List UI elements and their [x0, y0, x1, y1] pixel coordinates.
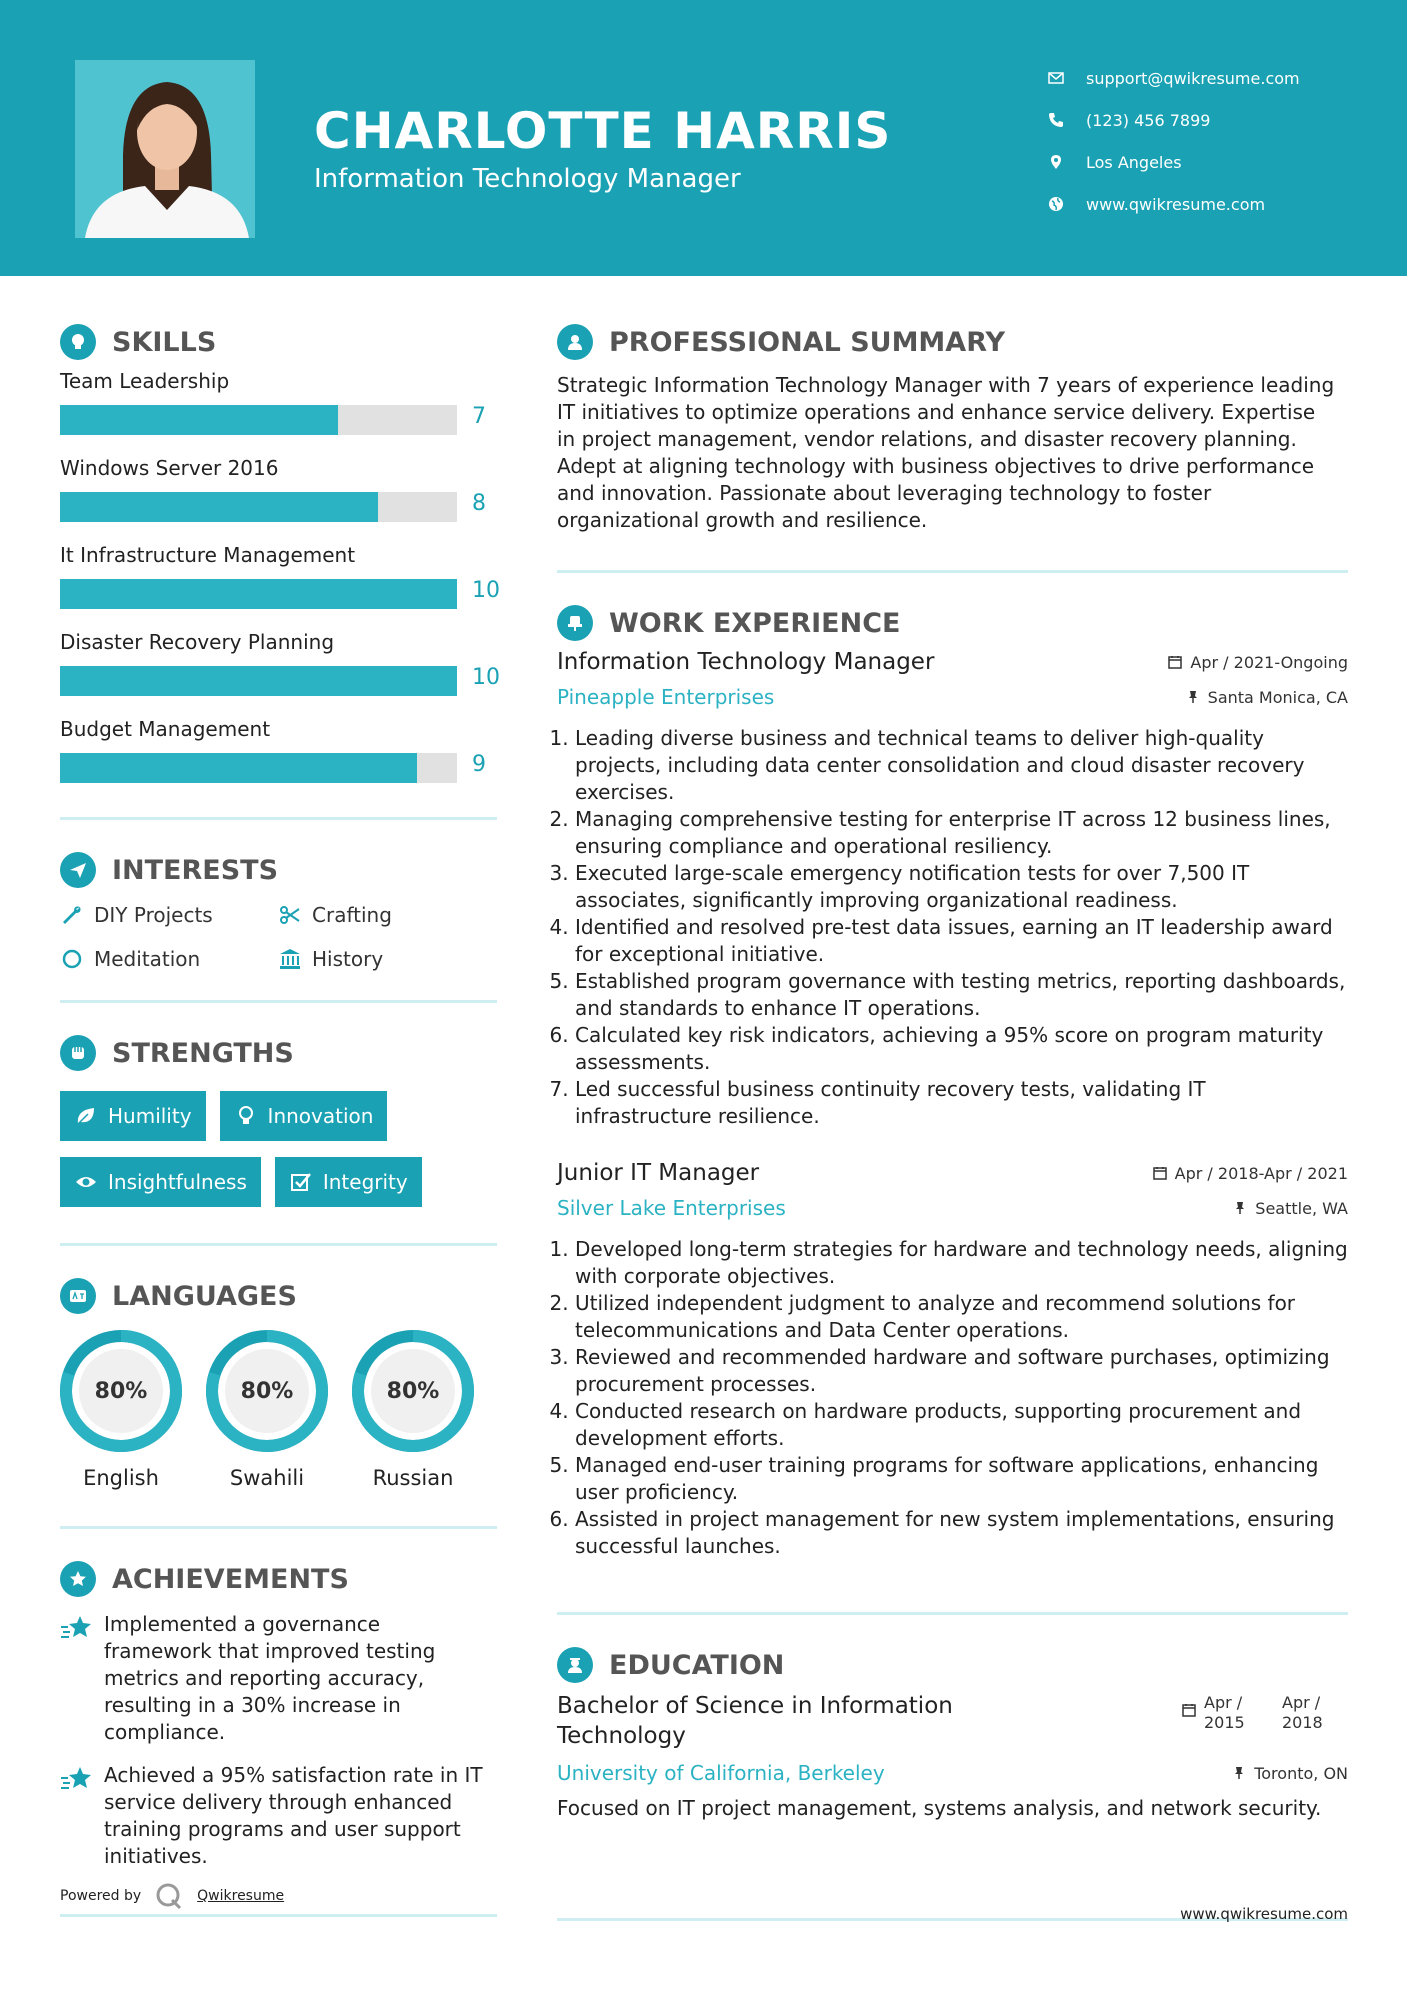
language-icon [60, 1278, 96, 1314]
interest-item [60, 944, 278, 974]
phone-icon [1048, 112, 1064, 128]
job-duties [557, 725, 1348, 1130]
candidate-role: Information Technology Manager [314, 164, 741, 194]
work-heading [557, 601, 1348, 645]
strength-label: Innovation [267, 1104, 374, 1128]
duty-item: 6. Calculated key risk indicators, achieving a 95% score on program maturity assessments. [575, 1022, 1348, 1076]
skill-value: 9 [472, 752, 486, 777]
shooting-star-icon [60, 1613, 94, 1643]
summary-title: PROFESSIONAL SUMMARY [609, 326, 1006, 358]
skill-value: 7 [472, 404, 486, 429]
job-date-text: Apr / 2021-Ongoing [1190, 652, 1348, 672]
eye-icon [74, 1170, 98, 1194]
contact-website-text: www.qwikresume.com [1086, 194, 1266, 214]
section-divider [557, 570, 1348, 573]
powered-brand-link[interactable]: Qwikresume [197, 1888, 285, 1904]
email-icon [1048, 70, 1064, 86]
strength-label: Integrity [322, 1170, 408, 1194]
paper-plane-icon [60, 852, 96, 888]
contact-email-text: support@qwikresume.com [1086, 68, 1300, 88]
interest-item [278, 900, 478, 930]
skill-bar-track [60, 666, 457, 696]
scissors-icon [278, 903, 302, 927]
strength-label: Humility [108, 1104, 192, 1128]
skill-bar-fill [60, 405, 338, 435]
header-banner [0, 0, 1407, 276]
job-company: Pineapple Enterprises [557, 685, 775, 709]
duty-item: 2. Utilized independent judgment to analyze and recommend solutions for telecommunications and Data Center operations. [575, 1290, 1348, 1344]
job-entry [557, 1160, 1348, 1560]
languages-list [60, 1330, 497, 1490]
school-name: University of California, Berkeley [557, 1761, 885, 1785]
skill-value: 10 [472, 665, 500, 690]
contact-website[interactable] [1048, 183, 1300, 225]
left-column [60, 320, 500, 1917]
language-gauge [206, 1330, 328, 1452]
section-divider [60, 1000, 497, 1003]
skill-item [60, 366, 497, 453]
education-title: EDUCATION [609, 1649, 785, 1681]
language-percent: 80% [386, 1379, 440, 1404]
strength-tag [60, 1091, 206, 1141]
language-gauge [60, 1330, 182, 1452]
graduate-icon [557, 1647, 593, 1683]
education-location [1232, 1764, 1348, 1783]
wrench-icon [60, 903, 84, 927]
skill-value: 8 [472, 491, 486, 516]
achievements-heading [60, 1557, 497, 1601]
section-divider [60, 1243, 497, 1246]
work-title: WORK EXPERIENCE [609, 607, 901, 639]
skill-bar-fill [60, 666, 457, 696]
language-gauge [352, 1330, 474, 1452]
job-location-text: Seattle, WA [1255, 1198, 1348, 1218]
globe-icon [1048, 196, 1064, 212]
skill-bar-fill [60, 492, 378, 522]
duty-item: 3. Executed large-scale emergency notification tests for over 7,500 IT associates, significantly improving organizational readiness. [575, 860, 1348, 914]
calendar-icon [1168, 655, 1182, 669]
job-company: Silver Lake Enterprises [557, 1196, 786, 1220]
strength-tag [60, 1157, 261, 1207]
interests-title: INTERESTS [112, 854, 279, 886]
education-dates [1182, 1693, 1348, 1733]
education-entry [557, 1691, 1348, 1822]
skills-heading [60, 320, 497, 364]
skill-bar-track [60, 492, 457, 522]
candidate-name: CHARLOTTE HARRIS [314, 102, 892, 160]
strength-tag [275, 1157, 422, 1207]
achievement-text: Implemented a governance framework that improved testing metrics and reporting accuracy, resulting in a 30% increase in compliance. [104, 1612, 436, 1744]
skill-name: Budget Management [60, 717, 271, 741]
circle-icon [60, 947, 84, 971]
language-name: Russian [372, 1466, 454, 1490]
education-start: Apr / 2015 [1204, 1693, 1245, 1732]
achievement-text: Achieved a 95% satisfaction rate in IT service delivery through enhanced training programs and user support initiatives. [104, 1763, 483, 1868]
contact-phone-text: (123) 456 7899 [1086, 110, 1211, 130]
lightbulb-icon [60, 324, 96, 360]
language-percent: 80% [240, 1379, 294, 1404]
interest-item [60, 900, 278, 930]
pin-icon [1232, 1766, 1246, 1780]
education-description: Focused on IT project management, systems analysis, and network security. [557, 1796, 1322, 1820]
profile-photo [75, 60, 255, 238]
job-entry [557, 649, 1348, 1130]
skill-value: 10 [472, 578, 500, 603]
section-divider [557, 1612, 1348, 1615]
duty-item: 5. Established program governance with testing metrics, reporting dashboards, and standards to enhance IT operations. [575, 968, 1348, 1022]
duty-item: 1. Leading diverse business and technical teams to deliver high-quality projects, including data center consolidation and cloud disaster recovery exercises. [575, 725, 1348, 806]
achievement-item [60, 1611, 497, 1746]
education-location-text: Toronto, ON [1254, 1763, 1348, 1783]
language-item [352, 1330, 474, 1490]
job-duties [557, 1236, 1348, 1560]
summary-heading [557, 320, 1348, 364]
qwikresume-logo-icon [155, 1882, 183, 1910]
job-title: Junior IT Manager [557, 1160, 760, 1186]
strengths-title: STRENGTHS [112, 1037, 294, 1069]
contact-email[interactable] [1048, 57, 1300, 99]
fist-icon [60, 1035, 96, 1071]
contact-phone[interactable] [1048, 99, 1300, 141]
duty-item: 1. Developed long-term strategies for hardware and technology needs, aligning with corporate objectives. [575, 1236, 1348, 1290]
duty-item: 4. Conducted research on hardware products, supporting procurement and development efforts. [575, 1398, 1348, 1452]
skill-name: It Infrastructure Management [60, 543, 356, 567]
section-divider [60, 1526, 497, 1529]
language-item [206, 1330, 328, 1490]
job-location [1233, 1199, 1348, 1218]
strength-tag [220, 1091, 388, 1141]
pin-icon [1186, 690, 1200, 704]
location-icon [1048, 154, 1064, 170]
pin-icon [1233, 1201, 1247, 1215]
skill-name: Disaster Recovery Planning [60, 630, 335, 654]
calendar-icon [1182, 1703, 1196, 1717]
contact-list [1048, 57, 1300, 225]
achievement-item [60, 1762, 497, 1870]
interests-heading [60, 848, 497, 892]
user-icon [557, 324, 593, 360]
contact-location-text: Los Angeles [1086, 152, 1182, 172]
skill-bar-track [60, 405, 457, 435]
achievements-title: ACHIEVEMENTS [112, 1563, 349, 1595]
interests-list [60, 900, 497, 974]
achievements-list [60, 1611, 497, 1870]
duty-item: 4. Identified and resolved pre-test data issues, earning an IT leadership award for exceptional initiative. [575, 914, 1348, 968]
job-date-text: Apr / 2018-Apr / 2021 [1174, 1163, 1348, 1183]
language-item [60, 1330, 182, 1490]
interest-label: DIY Projects [94, 903, 213, 927]
education-end: Apr / 2018 [1282, 1693, 1323, 1732]
skill-item [60, 627, 500, 714]
language-name: English [83, 1466, 159, 1490]
interest-label: History [312, 947, 384, 971]
skills-list [60, 366, 500, 801]
skill-name: Team Leadership [60, 369, 230, 393]
skill-bar-track [60, 753, 457, 783]
interest-label: Crafting [312, 903, 392, 927]
job-location [1186, 688, 1348, 707]
education-heading [557, 1643, 1348, 1687]
interest-item [278, 944, 478, 974]
calendar-icon [1153, 1166, 1167, 1180]
skill-name: Windows Server 2016 [60, 456, 279, 480]
duty-item: 6. Assisted in project management for new system implementations, ensuring successful launches. [575, 1506, 1348, 1560]
section-divider [60, 1914, 497, 1917]
checkbox-icon [289, 1170, 313, 1194]
duty-item: 3. Reviewed and recommended hardware and software purchases, optimizing procurement processes. [575, 1344, 1348, 1398]
languages-title: LANGUAGES [112, 1280, 297, 1312]
briefcase-icon [557, 605, 593, 641]
skill-bar-fill [60, 753, 417, 783]
skill-bar-track [60, 579, 457, 609]
star-badge-icon [60, 1561, 96, 1597]
interest-label: Meditation [94, 947, 201, 971]
powered-label: Powered by [60, 1888, 142, 1904]
right-column [557, 320, 1348, 1822]
skill-item [60, 453, 497, 540]
museum-icon [278, 947, 302, 971]
degree-title: Bachelor of Science in Information Technology [557, 1693, 953, 1749]
duty-item: 5. Managed end-user training programs for software applications, enhancing user proficiency. [575, 1452, 1348, 1506]
job-date [1168, 653, 1348, 672]
job-title: Information Technology Manager [557, 649, 935, 675]
lightbulb-icon [234, 1104, 258, 1128]
strengths-list [60, 1091, 497, 1207]
language-percent: 80% [94, 1379, 148, 1404]
contact-location [1048, 141, 1300, 183]
summary-text: Strategic Information Technology Manager with 7 years of experience leading IT initiatives to optimize operations and enhance service delivery. Expertise in project management, vendor relations, and disaster recovery planning. Adept at aligning technology with business objectives to drive performance and innovation. Passionate about leveraging technology to foster organizational growth and resilience. [557, 373, 1335, 532]
shooting-star-icon [60, 1764, 94, 1794]
strengths-heading [60, 1031, 497, 1075]
duty-item: 2. Managing comprehensive testing for enterprise IT across 12 business lines, ensuring compliance and operational resiliency. [575, 806, 1348, 860]
footer-url[interactable]: www.qwikresume.com [1180, 1905, 1348, 1923]
languages-heading [60, 1274, 497, 1318]
job-location-text: Santa Monica, CA [1207, 687, 1348, 707]
skill-item [60, 540, 500, 627]
section-divider [60, 817, 497, 820]
language-name: Swahili [229, 1466, 305, 1490]
skill-bar-fill [60, 579, 457, 609]
strength-label: Insightfulness [108, 1170, 247, 1194]
skills-title: SKILLS [112, 326, 217, 358]
duty-item: 7. Led successful business continuity recovery tests, validating IT infrastructure resilience. [575, 1076, 1348, 1130]
leaf-icon [74, 1104, 98, 1128]
skill-item [60, 714, 497, 801]
job-date [1153, 1164, 1348, 1183]
powered-by [60, 1882, 497, 1910]
